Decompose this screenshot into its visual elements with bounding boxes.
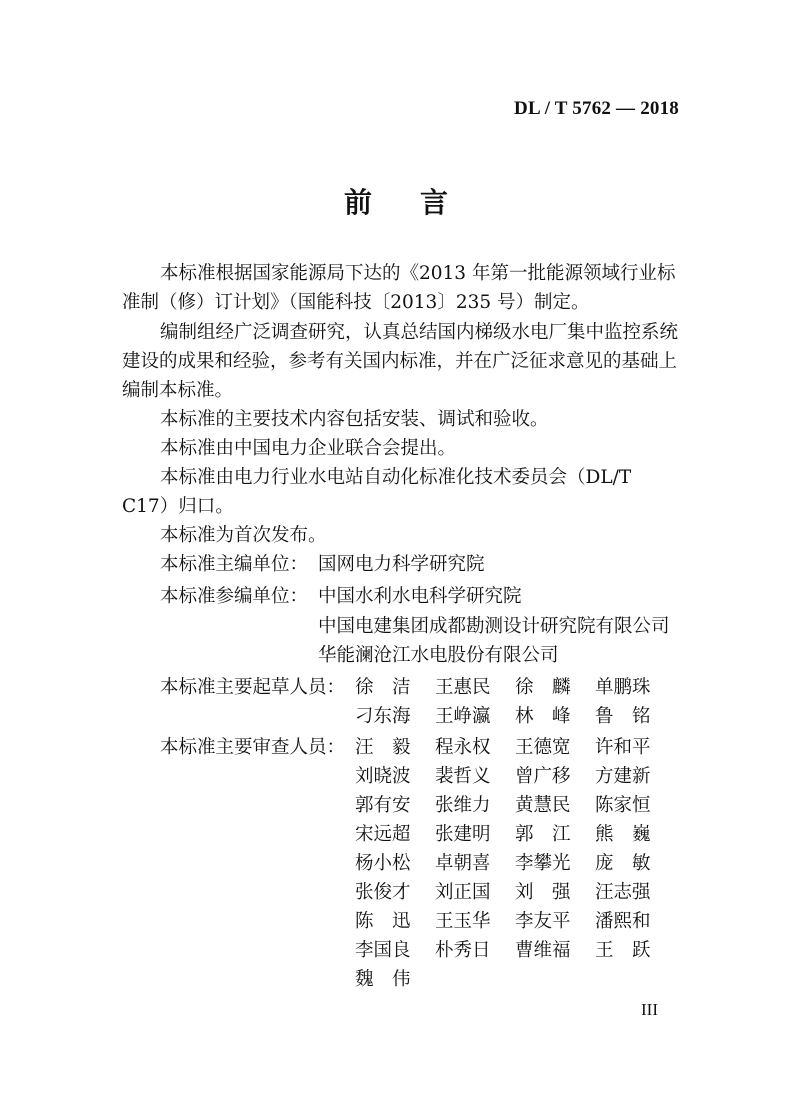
person-name: 刘 强 [515, 882, 571, 903]
person-name: 鲁 铭 [595, 706, 651, 727]
reviewers-row [355, 762, 675, 791]
paragraph-content: 本标准的主要技术内容包括安装、调试和验收。 [160, 409, 549, 430]
paragraph-proposer: 本标准由中国电力企业联合会提出。 [160, 438, 457, 459]
participating-units-label: 本标准参编单位： [160, 586, 309, 607]
reviewers-row [355, 733, 675, 762]
person-name: 王峥瀛 [435, 706, 491, 727]
person-name: 刁东海 [355, 706, 411, 727]
paragraph-administrator: 本标准由电力行业水电站自动化标准化技术委员会（DL/T C17）归口。 [122, 467, 632, 517]
person-name: 郭有安 [355, 795, 411, 816]
drafters-row [355, 673, 675, 702]
reviewers-row [355, 965, 435, 994]
person-name: 庞 敏 [595, 853, 651, 874]
person-name: 王玉华 [435, 911, 491, 932]
person-name: 李攀光 [515, 853, 571, 874]
paragraph-basis: 本标准根据国家能源局下达的《2013 年第一批能源领域行业标准制（修）订计划》（国能科技〔2013〕235 号）制定。 [122, 263, 676, 313]
person-name: 卓朝喜 [435, 853, 491, 874]
reviewers-row [355, 791, 675, 820]
person-name: 程永权 [435, 737, 491, 758]
person-name: 郭 江 [515, 824, 571, 845]
person-name: 王 跃 [595, 940, 651, 961]
person-name: 单鹏珠 [595, 677, 651, 698]
person-name: 潘熙和 [595, 911, 651, 932]
person-name: 杨小松 [355, 853, 411, 874]
person-name: 徐 洁 [355, 677, 411, 698]
person-name: 张建明 [435, 824, 491, 845]
standard-code: DL / T 5762 — 2018 [514, 98, 679, 119]
participating-unit: 中国水利水电科学研究院 [318, 586, 522, 607]
reviewers-row [355, 820, 675, 849]
paragraph-first-release: 本标准为首次发布。 [160, 525, 327, 546]
person-name: 刘正国 [435, 882, 491, 903]
reviewers-row [355, 878, 675, 907]
reviewers-row [355, 907, 675, 936]
person-name: 张维力 [435, 795, 491, 816]
person-name: 王德宽 [515, 737, 571, 758]
person-name: 宋远超 [355, 824, 411, 845]
person-name: 许和平 [595, 737, 651, 758]
person-name: 裴哲义 [435, 766, 491, 787]
drafters-label: 本标准主要起草人员： [160, 677, 346, 698]
person-name: 汪 毅 [355, 737, 411, 758]
participating-unit: 中国电建集团成都勘测设计研究院有限公司 [318, 616, 670, 637]
participating-unit: 华能澜沧江水电股份有限公司 [318, 645, 559, 666]
page-number: III [641, 1000, 658, 1019]
chief-unit-value: 国网电力科学研究院 [318, 554, 485, 575]
person-name: 陈 迅 [355, 911, 411, 932]
reviewers-row [355, 849, 675, 878]
page-title: 前言 [343, 186, 496, 219]
person-name: 李友平 [515, 911, 571, 932]
reviewers-label: 本标准主要审查人员： [160, 737, 346, 758]
drafters-row [355, 702, 675, 731]
person-name: 魏 伟 [355, 969, 411, 990]
person-name: 朴秀日 [435, 940, 491, 961]
person-name: 曹维福 [515, 940, 571, 961]
person-name: 张俊才 [355, 882, 411, 903]
reviewers-row [355, 936, 675, 965]
person-name: 王惠民 [435, 677, 491, 698]
person-name: 曾广移 [515, 766, 571, 787]
person-name: 刘晓波 [355, 766, 411, 787]
person-name: 汪志强 [595, 882, 651, 903]
person-name: 方建新 [595, 766, 651, 787]
person-name: 黄慧民 [515, 795, 571, 816]
paragraph-compilation: 编制组经广泛调查研究，认真总结国内梯级水电厂集中监控系统建设的成果和经验，参考有关国内标准，并在广泛征求意见的基础上编制本标准。 [122, 322, 679, 401]
chief-unit-label: 本标准主编单位： [160, 554, 309, 575]
person-name: 熊 巍 [595, 824, 651, 845]
person-name: 陈家恒 [595, 795, 651, 816]
person-name: 林 峰 [515, 706, 571, 727]
person-name: 李国良 [355, 940, 411, 961]
person-name: 徐 麟 [515, 677, 571, 698]
